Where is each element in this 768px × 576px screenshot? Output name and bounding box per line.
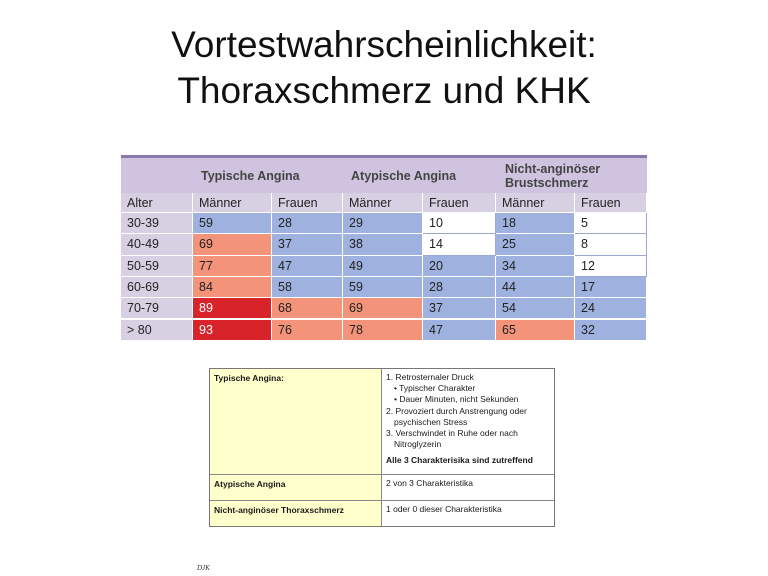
probability-cell: 93 xyxy=(193,320,272,341)
probability-cell: 77 xyxy=(193,256,272,277)
typical-note: Alle 3 Charakterisika sind zutreffend xyxy=(386,455,533,466)
definition-table xyxy=(209,368,555,527)
probability-cell: 28 xyxy=(272,213,343,234)
probability-cell: 49 xyxy=(343,256,423,277)
group-header-atypical: Atypische Angina xyxy=(351,168,457,183)
typical-item: • Typischer Charakter xyxy=(394,383,476,394)
probability-cell: 65 xyxy=(496,320,575,341)
definition-text-atypical: 2 von 3 Charakteristika xyxy=(382,475,554,500)
probability-cell: 29 xyxy=(343,213,423,234)
slide-title xyxy=(0,22,768,114)
probability-cell: 44 xyxy=(496,277,575,298)
title-line-1: Vortestwahrscheinlichkeit: xyxy=(171,24,597,65)
probability-cell: 59 xyxy=(193,213,272,234)
probability-cell: 47 xyxy=(423,320,496,341)
probability-cell: 68 xyxy=(272,298,343,319)
subheader-sex: Männer xyxy=(343,193,423,213)
table-group-header xyxy=(121,155,647,193)
probability-cell: 32 xyxy=(575,320,647,341)
definition-row-typical xyxy=(210,369,554,475)
typical-item: 2. Provoziert durch Anstrengung oder xyxy=(386,405,527,416)
probability-cell: 8 xyxy=(575,234,647,255)
group-header-nonanginal-line2: Brustschmerz xyxy=(505,175,589,190)
subheader-sex: Frauen xyxy=(575,193,647,213)
probability-cell: 89 xyxy=(193,298,272,319)
age-cell: 70-79 xyxy=(121,298,193,319)
probability-cell: 18 xyxy=(496,213,575,234)
probability-cell: 78 xyxy=(343,320,423,341)
probability-cell: 5 xyxy=(575,213,647,234)
group-header-typical: Typische Angina xyxy=(201,168,300,183)
subheader-sex: Frauen xyxy=(423,193,496,213)
probability-cell: 58 xyxy=(272,277,343,298)
probability-cell: 37 xyxy=(272,234,343,255)
subheader-sex: Frauen xyxy=(272,193,343,213)
definition-label-nonanginal: Nicht-anginöser Thoraxschmerz xyxy=(210,501,382,526)
author-initials: DJK xyxy=(197,564,210,572)
definition-text-typical xyxy=(382,369,554,474)
probability-cell: 14 xyxy=(423,234,496,255)
group-header-nonanginal-line1: Nicht-anginöser xyxy=(505,161,601,176)
age-cell: 60-69 xyxy=(121,277,193,298)
typical-item: 3. Verschwindet in Ruhe oder nach xyxy=(386,428,518,439)
group-header-nonanginal xyxy=(505,158,645,193)
title-line-2: Thoraxschmerz und KHK xyxy=(177,70,591,111)
definition-label-typical: Typische Angina: xyxy=(210,369,382,474)
age-cell: 40-49 xyxy=(121,234,193,255)
subheader-sex: Männer xyxy=(496,193,575,213)
definition-row-atypical xyxy=(210,475,554,501)
probability-cell: 20 xyxy=(423,256,496,277)
probability-cell: 34 xyxy=(496,256,575,277)
probability-cell: 17 xyxy=(575,277,647,298)
typical-item: Nitroglyzerin xyxy=(394,439,442,450)
definition-row-nonanginal xyxy=(210,501,554,526)
probability-cell: 10 xyxy=(423,213,496,234)
definition-text-nonanginal: 1 oder 0 dieser Charakteristika xyxy=(382,501,554,526)
typical-item: • Dauer Minuten, nicht Sekunden xyxy=(394,394,519,405)
subheader-age: Alter xyxy=(121,193,193,213)
age-cell: 50-59 xyxy=(121,256,193,277)
probability-cell: 37 xyxy=(423,298,496,319)
probability-cell: 12 xyxy=(575,256,647,277)
probability-cell: 47 xyxy=(272,256,343,277)
probability-cell: 84 xyxy=(193,277,272,298)
typical-item: psychischen Stress xyxy=(394,416,468,427)
probability-cell: 24 xyxy=(575,298,647,319)
subheader-sex: Männer xyxy=(193,193,272,213)
age-cell: 30-39 xyxy=(121,213,193,234)
typical-item: 1. Retrosternaler Druck xyxy=(386,372,474,382)
probability-cell: 25 xyxy=(496,234,575,255)
probability-cell: 69 xyxy=(193,234,272,255)
probability-cell: 38 xyxy=(343,234,423,255)
age-cell: > 80 xyxy=(121,320,193,341)
pretest-probability-table xyxy=(121,155,647,345)
probability-cell: 69 xyxy=(343,298,423,319)
probability-cell: 28 xyxy=(423,277,496,298)
probability-cell: 54 xyxy=(496,298,575,319)
probability-cell: 59 xyxy=(343,277,423,298)
probability-cell: 76 xyxy=(272,320,343,341)
definition-label-atypical: Atypische Angina xyxy=(210,475,382,500)
